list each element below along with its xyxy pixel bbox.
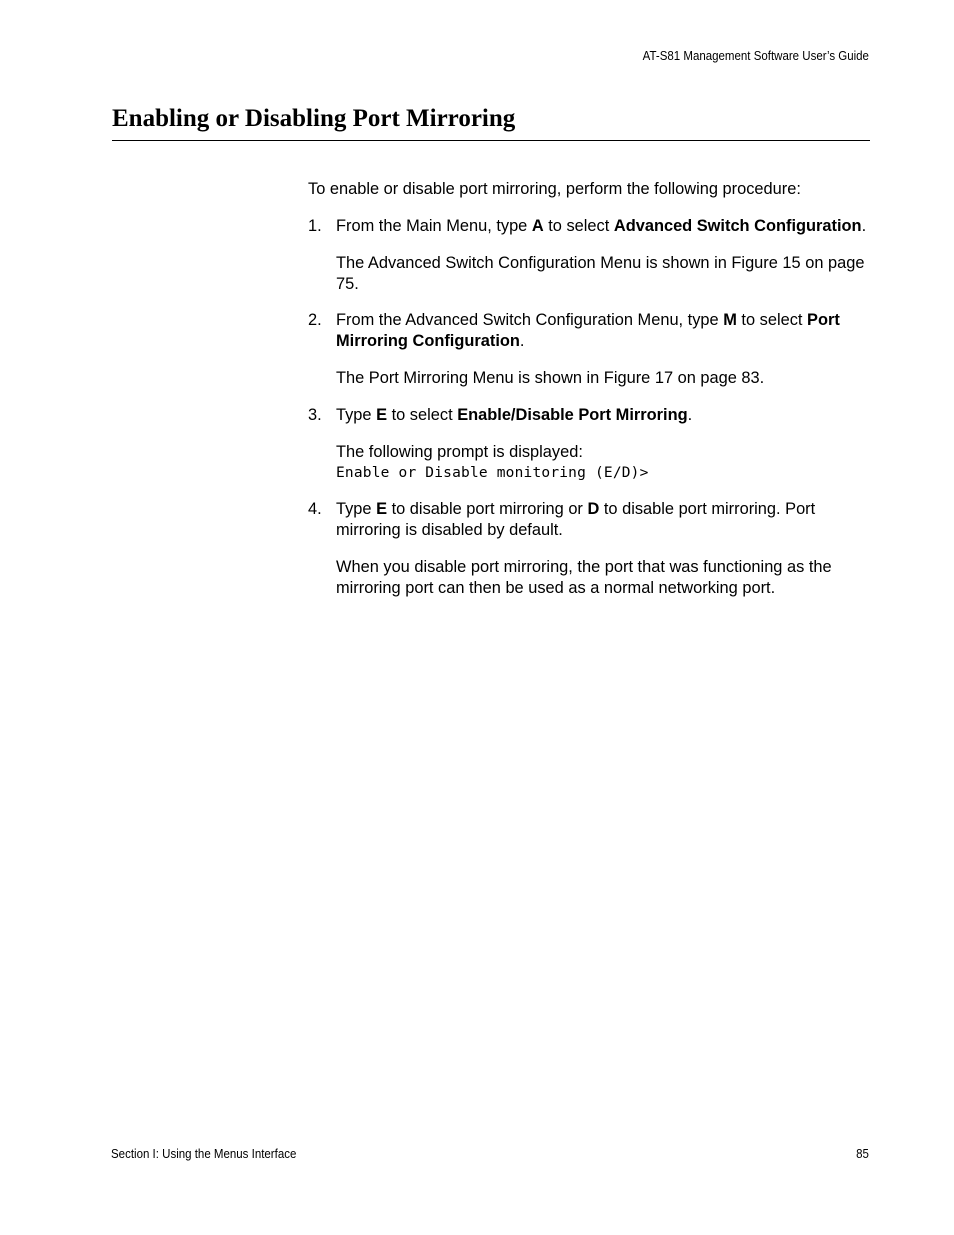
menu-option: Port Mirroring Configuration: [336, 311, 840, 350]
step-instruction: From the Advanced Switch Configuration Menu, type M to select Port Mirroring Configuration.: [336, 311, 840, 350]
step-note: When you disable port mirroring, the port that was functioning as the mirroring port can then be used as a normal networking port.: [336, 558, 832, 597]
step-note: The following prompt is displayed:: [336, 443, 583, 461]
section-title: Enabling or Disabling Port Mirroring: [112, 105, 516, 132]
step-instruction: From the Main Menu, type A to select Advanced Switch Configuration.: [336, 216, 867, 235]
title-rule: [112, 140, 870, 141]
step-3: [308, 405, 870, 484]
menu-option: Enable/Disable Port Mirroring: [457, 405, 688, 424]
intro-paragraph: To enable or disable port mirroring, perform the following procedure:: [308, 180, 801, 198]
key-letter: E: [376, 500, 388, 518]
step-number: 1.: [308, 216, 322, 235]
prompt-code: Enable or Disable monitoring (E/D)>: [336, 464, 649, 481]
step-number: 2.: [308, 311, 322, 329]
step-instruction: Type E to disable port mirroring or D to disable port mirroring. Port mirroring is disabled by default.: [336, 500, 816, 539]
step-2: [308, 310, 870, 389]
key-letter: D: [587, 500, 600, 518]
step-instruction: Type E to select Enable/Disable Port Mirroring.: [336, 405, 693, 424]
step-number: 4.: [308, 500, 322, 518]
procedure-steps: [308, 216, 870, 599]
running-header: AT-S81 Management Software User’s Guide: [642, 49, 869, 63]
step-number: 3.: [308, 405, 322, 424]
key-letter: M: [723, 311, 737, 329]
key-letter: A: [531, 216, 544, 235]
step-4: [308, 499, 870, 598]
step-1: [308, 216, 870, 295]
page-number: 85: [856, 1147, 869, 1161]
footer-section: Section I: Using the Menus Interface: [111, 1147, 297, 1161]
body-content: [308, 179, 870, 614]
key-letter: E: [376, 405, 388, 424]
menu-option: Advanced Switch Configuration: [613, 216, 862, 235]
step-note: The Port Mirroring Menu is shown in Figure 17 on page 83.: [336, 369, 765, 387]
step-note: The Advanced Switch Configuration Menu is shown in Figure 15 on page 75.: [336, 254, 865, 293]
